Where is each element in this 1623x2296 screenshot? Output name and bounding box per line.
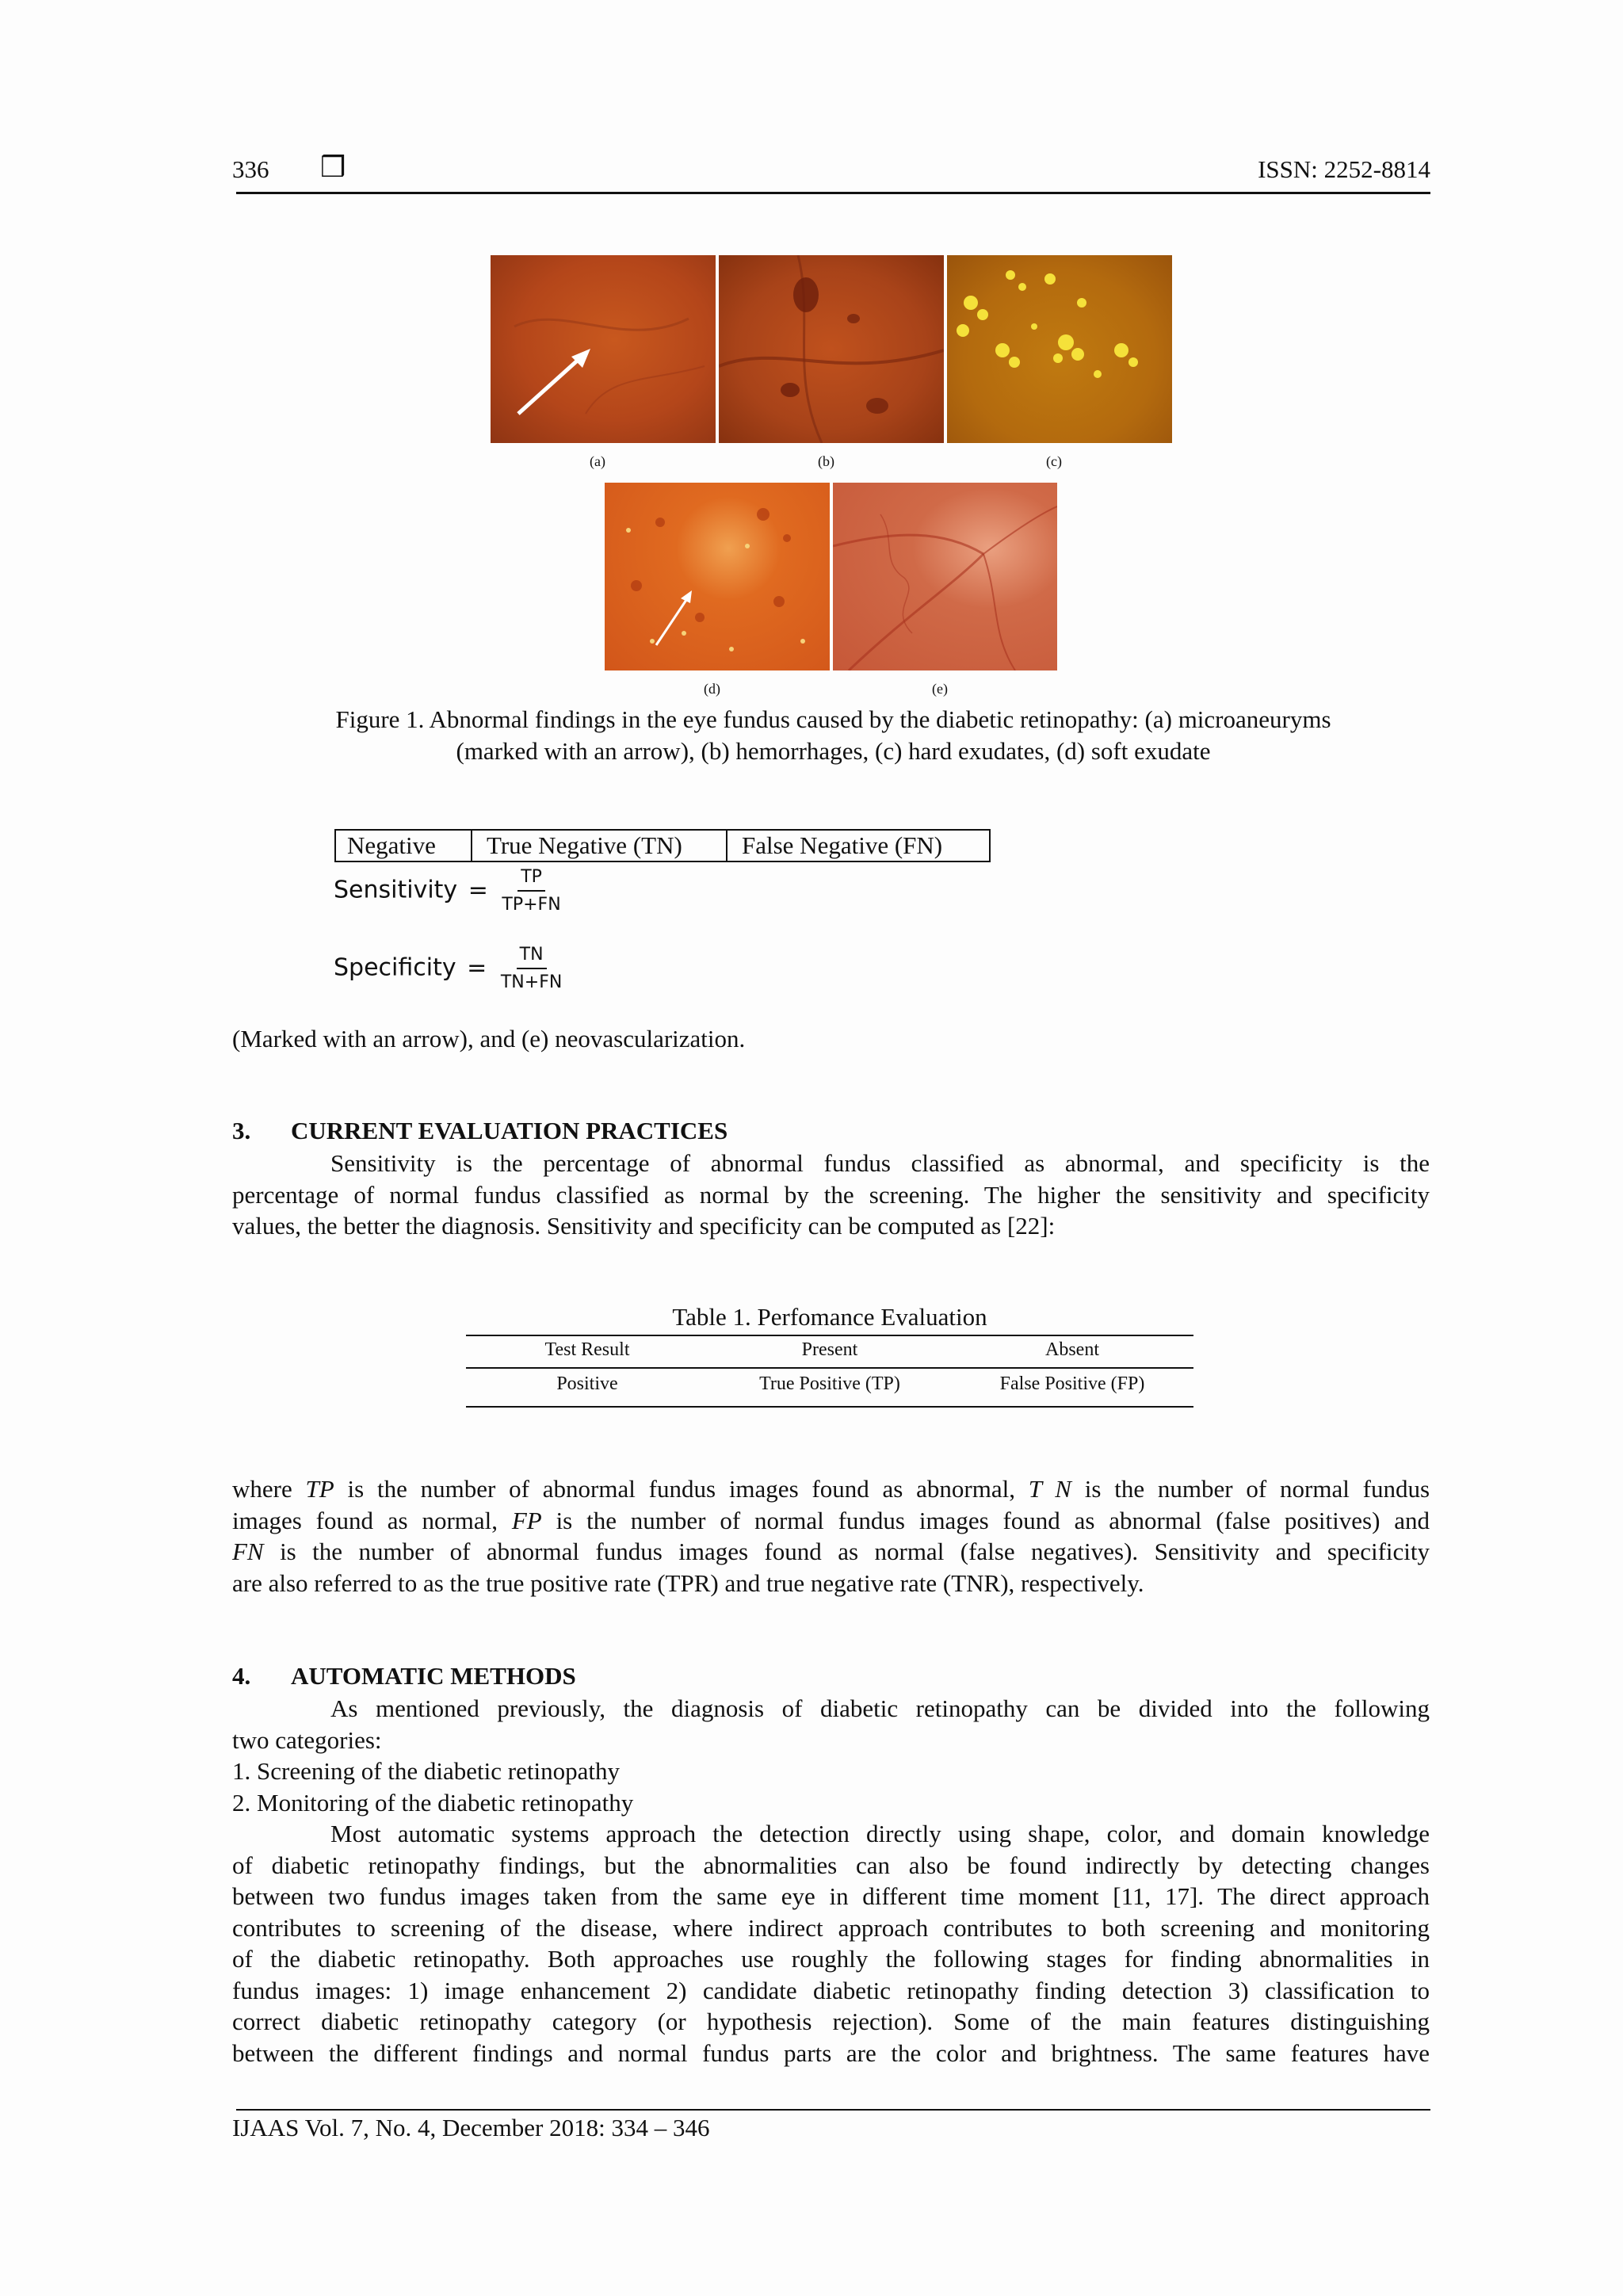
list-item: 2. Monitoring of the diabetic retinopathy bbox=[232, 1788, 634, 1817]
label-c: (c) bbox=[1046, 453, 1062, 469]
fundus-image-a bbox=[491, 255, 716, 443]
fundus-image-b bbox=[719, 255, 944, 443]
page-number: 336 bbox=[232, 155, 269, 183]
stray-table-row: Negative True Negative (TN) False Negative (FN) bbox=[334, 829, 991, 862]
table-row: Positive True Positive (TP) False Positive (FP) bbox=[556, 1373, 1145, 1394]
definitions-paragraph: where TP is the number of abnormal fundus images found as abnormal, T N is the number of normal fundus images found as normal, FP is the number of normal fundus images found as abnormal (false positives) and FN is the number of abnormal fundus images found as normal (false negatives). Sensitivity and specificity are also referred to as the true positive rate (TPR) and true negative rate (TNR), respectively. bbox=[232, 1475, 1430, 1597]
table1 bbox=[466, 1335, 1193, 1408]
table-header-row: Test Result Present Absent bbox=[466, 1335, 1193, 1368]
section3-number: 3. bbox=[232, 1117, 251, 1144]
checkbox-icon: ❒ bbox=[320, 151, 346, 183]
section4-title: AUTOMATIC METHODS bbox=[291, 1662, 576, 1690]
label-d: (d) bbox=[704, 681, 720, 697]
label-a: (a) bbox=[590, 453, 605, 469]
marked-line: (Marked with an arrow), and (e) neovascularization. bbox=[232, 1025, 746, 1052]
issn: ISSN: 2252-8814 bbox=[1258, 155, 1430, 183]
label-e: (e) bbox=[932, 681, 948, 697]
section4-number: 4. bbox=[232, 1662, 251, 1690]
sensitivity-formula: Sensitivity = $\frac{TP}{TP+FN}$ bbox=[334, 867, 561, 915]
table1-caption: Table 1. Perfomance Evaluation bbox=[672, 1303, 987, 1331]
fundus-image-c bbox=[947, 255, 1172, 443]
section3-paragraph: Sensitivity is the percentage of abnormal fundus classified as abnormal, and specificity is the percentage of normal fundus classified as normal by the screening. The higher the sensitivity and specificity values, the better the diagnosis. Sensitivity and specificity can be computed as [22]: bbox=[232, 1149, 1430, 1240]
section3-title: CURRENT EVALUATION PRACTICES bbox=[291, 1117, 728, 1144]
specificity-formula: Specificity = $\frac{TN}{TN+FN}$ bbox=[334, 945, 563, 992]
label-b: (b) bbox=[818, 453, 834, 469]
figure-caption: Figure 1. Abnormal findings in the eye fundus caused by the diabetic retinopathy: (a) microaneuryms (marked with an arrow), (b) hemorrhages, (c) hard exudates, (d) soft exudate bbox=[335, 705, 1331, 765]
footer-rule bbox=[236, 2109, 1430, 2111]
footer-text: IJAAS Vol. 7, No. 4, December 2018: 334 – 346 bbox=[232, 2114, 710, 2141]
header-rule bbox=[236, 192, 1430, 194]
fundus-image-d bbox=[605, 483, 830, 670]
fundus-image-e bbox=[833, 483, 1057, 670]
list-item: 1. Screening of the diabetic retinopathy bbox=[232, 1757, 620, 1785]
section4-body: As mentioned previously, the diagnosis of diabetic retinopathy can be divided into the following two categories: 1. Screening of the diabetic retinopathy 2. Monitoring of the diabetic retinopathy Most automatic systems approach the detection directly using shape, color, and domain knowledge of diabetic retinopathy findings, but the abnormalities can also be found indirectly by detecting changes between two fundus images taken from the same eye in different time moment [11, 17]. The direct approach contributes to screening of the disease, where indirect approach contributes to both screening and monitoring of the diabetic retinopathy. Both approaches use roughly the following stages for finding abnormalities in fundus images: 1) image enhancement 2) candidate diabetic retinopathy finding detection 3) classification to correct diabetic retinopathy category (or hypothesis rejection). Some of the main features distinguishing between the different findings and normal fundus parts are the color and brightness. The same features have bbox=[232, 1694, 1430, 2067]
